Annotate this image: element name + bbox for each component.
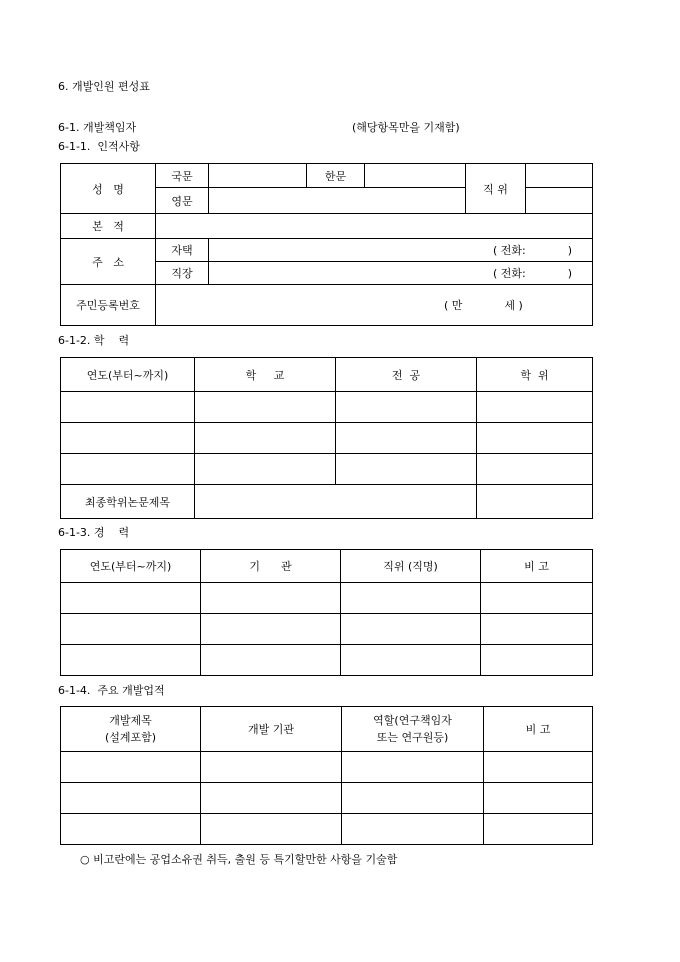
table-row [61, 752, 593, 783]
subsection-title: 6-1. 개발책임자 [58, 121, 137, 134]
domicile-label: 본 적 [61, 214, 156, 239]
ach-header-role: 역할(연구책임자 또는 연구원등) [342, 707, 484, 752]
achievements-title: 6-1-4. 주요 개발업적 [58, 684, 165, 697]
name-label: 성 명 [61, 164, 156, 214]
table-row [61, 814, 593, 845]
table-row [61, 423, 593, 454]
work-phone: ( 전화: ) [493, 267, 572, 280]
hanja-label: 한문 [307, 164, 365, 188]
table-row [61, 583, 593, 614]
korean-name-cell[interactable] [209, 164, 307, 188]
subsection-note: (해당항목만을 기재함) [352, 121, 460, 134]
address-label: 주 소 [61, 239, 156, 285]
footnote: ○ 비고란에는 공업소유권 취득, 출원 등 특기할만한 사항을 기술함 [80, 853, 398, 866]
table-row [61, 645, 593, 676]
hanja-name-cell[interactable] [365, 164, 466, 188]
career-header-note: 비 고 [481, 550, 593, 583]
table-row [61, 783, 593, 814]
career-header-year: 연도(부터~까지) [61, 550, 201, 583]
thesis-label: 최종학위논문제목 [61, 485, 195, 519]
edu-header-degree: 학 위 [477, 358, 593, 392]
career-header-org: 기 관 [201, 550, 341, 583]
edu-header-school: 학 교 [195, 358, 336, 392]
ach-header-title: 개발제목 (설계포함) [61, 707, 201, 752]
home-address-cell[interactable] [209, 239, 593, 262]
education-table [60, 357, 593, 519]
achievements-table [60, 706, 593, 845]
edu-header-major: 전 공 [336, 358, 477, 392]
korean-label: 국문 [156, 164, 209, 188]
position-label: 직 위 [466, 164, 526, 214]
position-cell-top[interactable] [526, 164, 593, 188]
home-label: 자택 [156, 239, 209, 262]
work-address-cell[interactable] [209, 262, 593, 285]
ach-header-note: 비 고 [484, 707, 593, 752]
education-title: 6-1-2. 학 력 [58, 334, 130, 347]
home-phone: ( 전화: ) [493, 244, 572, 257]
career-table [60, 549, 593, 676]
resident-no-cell[interactable] [156, 285, 593, 326]
career-title: 6-1-3. 경 력 [58, 526, 130, 539]
english-name-cell[interactable] [209, 188, 466, 214]
ach-header-org: 개발 기관 [201, 707, 342, 752]
english-label: 영문 [156, 188, 209, 214]
table-row [61, 454, 593, 485]
resident-no-label: 주민등록번호 [61, 285, 156, 326]
edu-header-year: 연도(부터~까지) [61, 358, 195, 392]
position-cell-bottom[interactable] [526, 188, 593, 214]
career-header-title: 직위 (직명) [341, 550, 481, 583]
section-title: 6. 개발인원 편성표 [58, 80, 150, 93]
personal-info-title: 6-1-1. 인적사항 [58, 140, 140, 153]
domicile-cell[interactable] [156, 214, 593, 239]
work-label: 직장 [156, 262, 209, 285]
table-row [61, 392, 593, 423]
thesis-cell[interactable] [195, 485, 477, 519]
personal-info-table [60, 163, 593, 326]
table-row [61, 614, 593, 645]
age-field: ( 만 세 ) [444, 299, 523, 312]
